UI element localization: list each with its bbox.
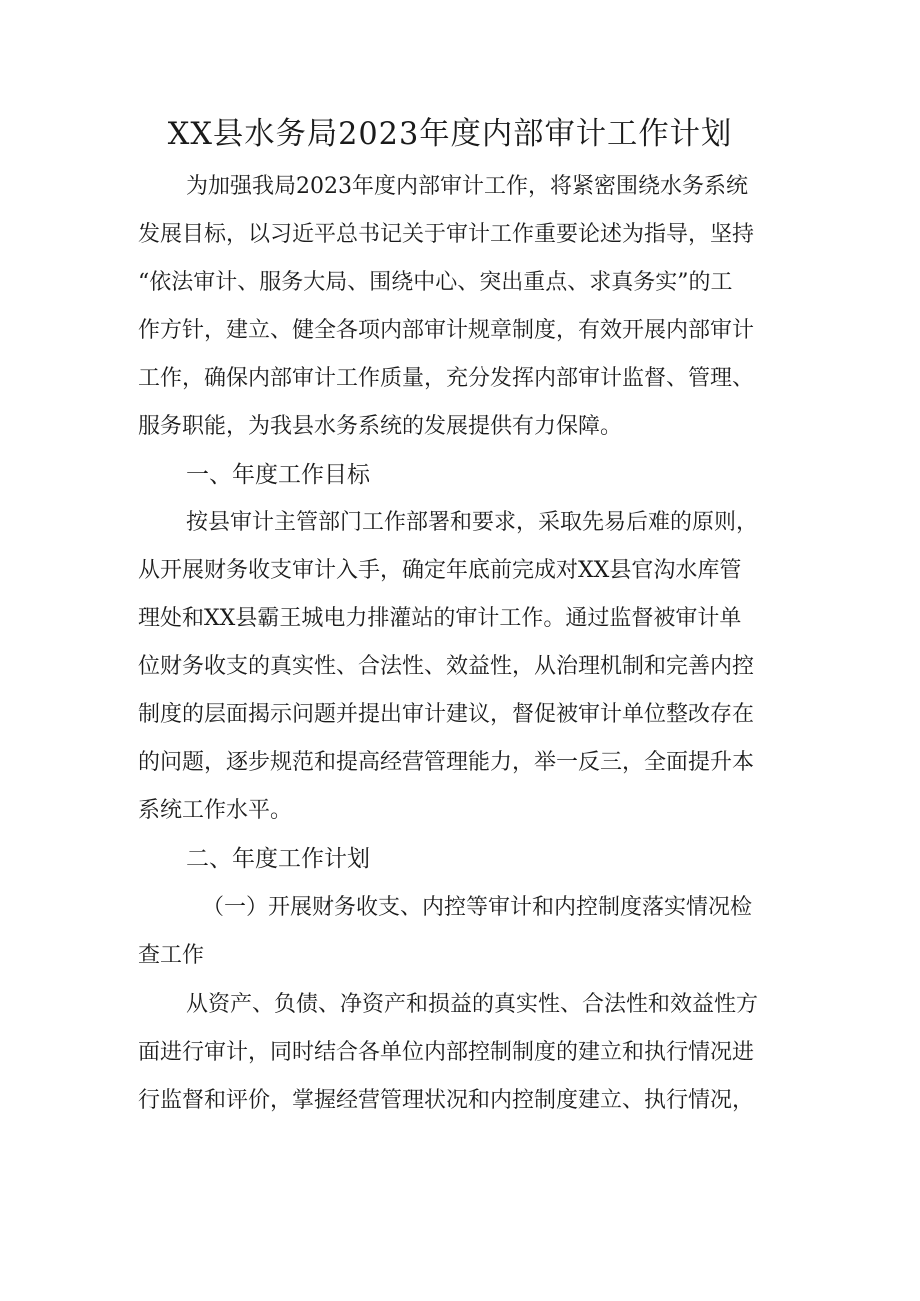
intro-line: “依法审计、服务大局、围绕中心、突出重点、求真务实”的工 <box>138 270 733 295</box>
intro-line: 为加强我局2023年度内部审计工作，将紧密围绕水务系统 <box>186 174 748 199</box>
section1-line: 理处和XX县霸王城电力排灌站的审计工作。通过监督被审计单 <box>138 606 742 631</box>
intro-line: 作方针，建立、健全各项内部审计规章制度，有效开展内部审计 <box>138 318 755 343</box>
intro-line: 工作，确保内部审计工作质量，充分发挥内部审计监督、管理、 <box>138 366 755 391</box>
intro-line: 服务职能，为我县水务系统的发展提供有力保障。 <box>138 414 623 439</box>
section1-line: 从开展财务收支审计入手，确定年底前完成对XX县官沟水库管 <box>138 558 742 583</box>
section1-line: 的问题，逐步规范和提高经营管理能力，举一反三，全面提升本 <box>138 750 755 775</box>
subsection-heading-line: （一）开展财务收支、内控等审计和内控制度落实情况检 <box>202 895 753 920</box>
section1-line: 位财务收支的真实性、合法性、效益性，从治理机制和完善内控 <box>138 654 755 679</box>
subsection-line: 行监督和评价，掌握经营管理状况和内控制度建立、执行情况， <box>138 1088 755 1113</box>
subsection-heading-line: 查工作 <box>138 943 205 968</box>
section1-line: 按县审计主管部门工作部署和要求，采取先易后难的原则， <box>186 510 759 535</box>
section-heading: 一、年度工作目标 <box>186 462 370 488</box>
subsection-line: 面进行审计，同时结合各单位内部控制制度的建立和执行情况进 <box>138 1040 755 1065</box>
section1-line: 系统工作水平。 <box>138 798 293 823</box>
section1-line: 制度的层面揭示问题并提出审计建议，督促被审计单位整改存在 <box>138 702 755 727</box>
intro-line: 发展目标，以习近平总书记关于审计工作重要论述为指导，坚持 <box>138 222 755 247</box>
section-heading: 二、年度工作计划 <box>186 846 370 872</box>
subsection-line: 从资产、负债、净资产和损益的真实性、合法性和效益性方 <box>186 992 759 1017</box>
document-title: XX县水务局2023年度内部审计工作计划 <box>167 116 733 152</box>
